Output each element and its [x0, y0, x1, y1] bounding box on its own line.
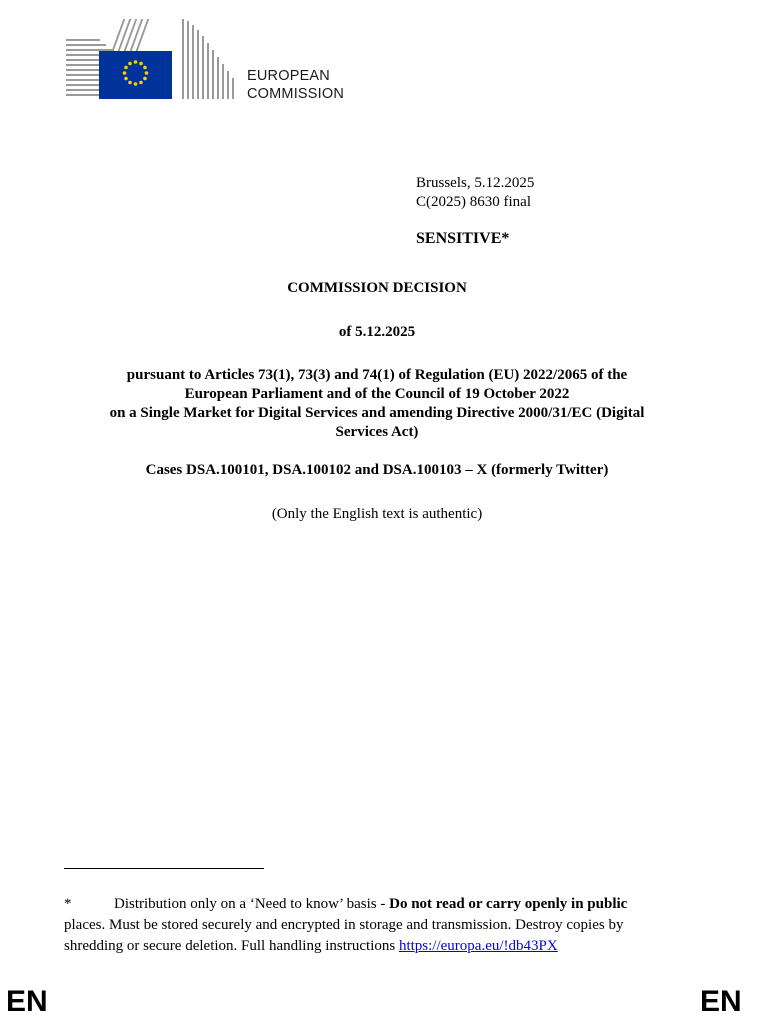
footnote-bold-warning: Do not read or carry openly in public	[389, 896, 628, 912]
footnote-text-1: Distribution only on a ‘Need to know’ basis -	[114, 896, 390, 912]
logo-line-commission: COMMISSION	[247, 86, 345, 102]
building-right-wing	[182, 19, 234, 99]
footnote-line-3	[64, 936, 696, 957]
commission-building-icon	[64, 17, 244, 107]
language-code-left: EN	[6, 985, 48, 1018]
language-code-right: EN	[700, 985, 742, 1018]
decision-date	[0, 323, 754, 342]
footnote-separator	[64, 868, 264, 869]
handling-instructions-link[interactable]: https://europa.eu/!db43PX	[398, 938, 558, 954]
heading-text: COMMISSION DECISION	[287, 280, 467, 296]
case-numbers	[0, 461, 754, 480]
legal-basis	[0, 366, 754, 442]
logo-text	[247, 67, 344, 103]
date-line: of 5.12.2025	[338, 324, 416, 340]
place-date: Brussels, 5.12.2025	[416, 175, 535, 191]
footnote-line-2: places. Must be stored securely and encrypted in storage and transmission. Destroy copies by	[64, 917, 624, 933]
eu-flag	[99, 51, 172, 99]
footnote-line-1	[64, 894, 696, 915]
classification-marking: SENSITIVE*	[416, 230, 510, 247]
document-meta	[416, 174, 534, 212]
footnote-text-3: shredding or secure deletion. Full handling instructions	[64, 938, 399, 954]
legal-basis-line: European Parliament and of the Council of 19 October 2022	[184, 386, 570, 402]
footnote-marker: *	[64, 896, 72, 912]
logo-line-european: EUROPEAN	[247, 68, 330, 84]
authentic-note-line: (Only the English text is authentic)	[271, 506, 483, 522]
legal-basis-line: pursuant to Articles 73(1), 73(3) and 74(1) of Regulation (EU) 2022/2065 of the	[126, 367, 628, 383]
footnote	[64, 894, 696, 957]
document-reference: C(2025) 8630 final	[416, 194, 531, 210]
european-commission-logo	[64, 17, 364, 107]
authentic-language-note	[0, 505, 754, 524]
legal-basis-line: Services Act)	[335, 424, 419, 440]
document-heading	[0, 279, 754, 298]
cases-line: Cases DSA.100101, DSA.100102 and DSA.100103 – X (formerly Twitter)	[145, 462, 609, 478]
legal-basis-line: on a Single Market for Digital Services and amending Directive 2000/31/EC (Digital	[109, 405, 645, 421]
